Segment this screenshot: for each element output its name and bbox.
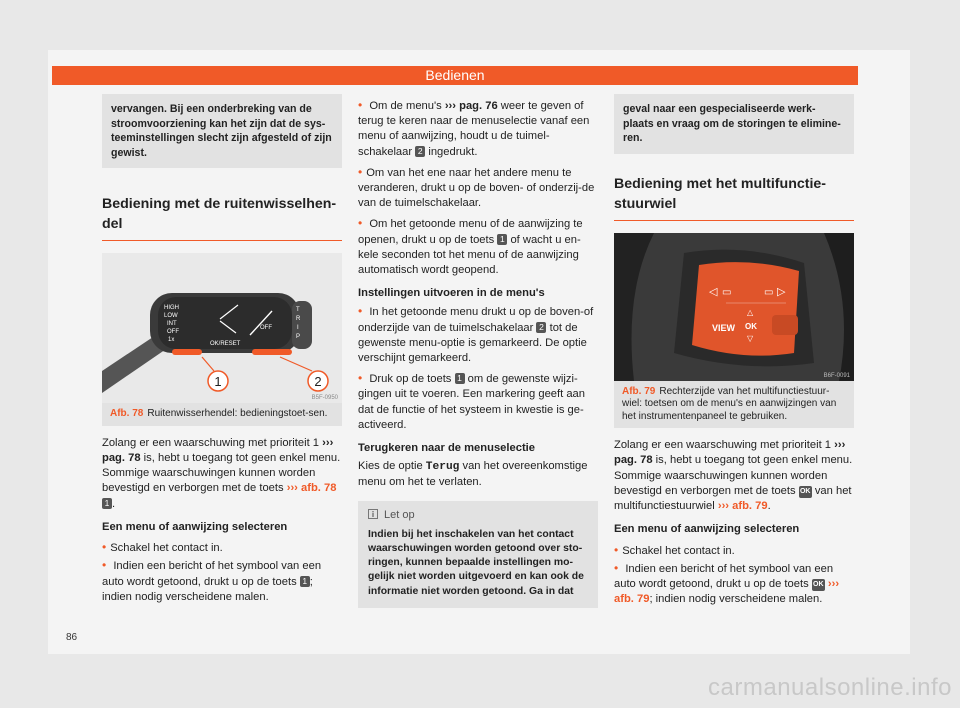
- wheel-ok-text: OK: [745, 321, 757, 331]
- figure-callout-1: 1: [214, 374, 222, 390]
- lever-text-high: HIGH: [164, 305, 179, 312]
- column-2: [358, 94, 598, 608]
- subhead-select-menu: Een menu of aanwijzing selecteren: [614, 523, 800, 536]
- wheel-view-text: VIEW: [712, 322, 736, 333]
- page-header: Bedienen: [52, 66, 858, 85]
- wheel-prev-icon: ◁: [709, 285, 718, 298]
- ok-key-icon: OK: [812, 579, 825, 591]
- steering-wheel-illustration: [614, 233, 854, 381]
- lever-text-int: INT: [167, 321, 177, 328]
- bullet-press-key: • Indien een bericht of het symbool van een auto wordt getoond, drukt u op de toets 1 ; indien nodig verscheidene malen.: [102, 558, 342, 605]
- key-number-badge: 1: [455, 373, 465, 384]
- key-number-badge: 1: [300, 576, 310, 587]
- figure-code: B6F-0091: [823, 372, 850, 379]
- figure-code: B5F-0950: [311, 395, 338, 402]
- lever-text-1x: 1x: [168, 337, 175, 344]
- lever-side-p: P: [296, 334, 301, 341]
- bullet-change-menu: • Om van het ene naar het andere menu te veranderen, drukt u op de boven- of onderzij-de van de tuimelschakelaar.: [358, 165, 598, 212]
- figure-label: Afb. 79: [622, 385, 656, 397]
- bullet-select-option: • In het getoonde menu drukt u op de boven-of onderzijde van de tuimelschakelaar 2 tot de gewenste menu-optie is gemarkeerd. De optie verschijnt gemarkeerd.: [358, 304, 598, 366]
- figure-label: Afb. 78: [110, 408, 144, 420]
- note-box: [358, 501, 598, 608]
- lever-side-i: I: [297, 325, 299, 332]
- watermark: carmanualsonline.info: [708, 674, 952, 701]
- figure-ref-link[interactable]: ››› afb. 78: [286, 482, 337, 495]
- paragraph-terug: Kies de optie Terug van het overeenkomstige menu om het te verlaten.: [358, 460, 588, 489]
- continued-warning-box: vervangen. Bij een onderbreking van de stroomvoorziening kan het zijn dat de sys-teeminstellingen slecht zijn afgesteld of zijn gewist.: [102, 94, 342, 168]
- page-ref-link[interactable]: ››› pag. 76: [444, 100, 498, 112]
- info-icon: [368, 509, 378, 519]
- figure-callout-2: 2: [314, 374, 322, 390]
- figure-ref-link[interactable]: ››› afb. 79: [614, 577, 840, 606]
- lever-side-t: T: [296, 307, 300, 314]
- lever-side-r: R: [296, 316, 301, 323]
- menu-option-terug: Terug: [425, 461, 460, 474]
- figure-steering-wheel: [614, 233, 854, 381]
- wiper-lever-illustration: [102, 253, 342, 403]
- lever-text-off: OFF: [167, 329, 179, 336]
- column-1: [102, 94, 342, 605]
- bullet-open-menus: • Om de menu's ››› pag. 76 weer te geven of terug te keren naar de menuselectie vanaf een menu of aanwijzing, houdt u de tuimel-schakelaar 2 ingedrukt.: [358, 98, 598, 160]
- bullet-ignition: • Schakel het contact in.: [614, 543, 854, 559]
- note-header: [368, 508, 588, 523]
- section-title-wiper-lever: Bediening met de ruitenwisselhen-del: [102, 184, 342, 241]
- continued-note-box: geval naar een gespecialiseerde werk-plaats en vraag om de storingen te elimine-ren.: [614, 94, 854, 154]
- figure-caption-text: Rechterzijde van het multifunctiestuur-wiel: toetsen om de menu's en aanwijzingen van het instrumentenpaneel te gebruiken.: [622, 385, 837, 422]
- figure-ref-link[interactable]: ››› afb. 79: [717, 500, 768, 513]
- subhead-return-menu: Terugkeren naar de menuselectie: [358, 442, 535, 455]
- note-text: Indien bij het inschakelen van het contact waarschuwingen worden getoond over sto-ringen, kunnen bepaalde instellingen mo-gelijk niet worden uitgevoerd en kan ook de informatie niet worden getoond. Ga in dat: [368, 528, 584, 597]
- page-ref-link[interactable]: ››› pag. 78: [102, 436, 334, 465]
- key-number-badge: 2: [536, 322, 546, 333]
- figure-wiper-lever: [102, 253, 342, 403]
- bullet-open-shown-menu: • Om het getoonde menu of de aanwijzing te openen, drukt u op de toets 1 of wacht u en-kele seconden tot het menu of de aanwijzing automatisch wordt geopend.: [358, 216, 598, 278]
- section-title-steering-wheel: Bediening met het multifunctie-stuurwiel: [614, 164, 854, 221]
- lever-text-reset: OK/RESET: [210, 341, 241, 348]
- wheel-up-icon: △: [747, 307, 754, 317]
- bullet-confirm-option: • Druk op de toets 1 om de gewenste wijzi-gingen uit te voeren. Een markering geeft aan dat de functie of het systeem in kwestie is ge-activeerd.: [358, 371, 598, 433]
- page-number: 86: [66, 632, 78, 643]
- column-3: [614, 94, 854, 607]
- wheel-roller-icon: [772, 315, 798, 335]
- lever-text-low: LOW: [164, 313, 178, 320]
- paragraph-priority-warning: Zolang er een waarschuwing met prioriteit 1 ››› pag. 78 is, hebt u toegang tot geen enkel menu. Sommige waarschuwingen kunnen worden bevestigd en verborgen met de toets OK van het multifunctiestuurwiel ››› afb. 79.: [614, 439, 853, 513]
- wheel-screen2-icon: ▭: [764, 286, 774, 298]
- paragraph-priority-warning: Zolang er een waarschuwing met prioriteit 1 ››› pag. 78 is, hebt u toegang tot geen enkel menu. Sommige waarschuwingen kunnen worden bevestigd en verborgen met de toets ››› afb. 78 1 .: [102, 436, 341, 510]
- key-number-badge: 2: [415, 146, 425, 157]
- lever-text-rear-off: OFF: [260, 325, 272, 332]
- subhead-menu-settings: Instellingen uitvoeren in de menu's: [358, 287, 545, 300]
- figure-caption-78: [102, 403, 342, 426]
- bullet-ignition: • Schakel het contact in.: [102, 540, 342, 556]
- key-number-badge: 1: [497, 234, 507, 245]
- wheel-down-icon: ▽: [747, 333, 754, 343]
- figure-caption-text: Ruitenwisserhendel: bedieningstoet-sen.: [147, 408, 328, 420]
- figure-caption-79: [614, 381, 854, 429]
- wheel-next-icon: ▷: [777, 285, 786, 298]
- bullet-press-ok: • Indien een bericht of het symbool van een auto wordt getoond, drukt u op de toets OK ››› afb. 79; indien nodig verscheidene malen.: [614, 561, 854, 608]
- key-number-badge: 1: [102, 498, 112, 509]
- ok-key-icon: OK: [799, 486, 812, 498]
- note-title: Let op: [384, 508, 415, 521]
- page-ref-link[interactable]: ››› pag. 78: [614, 439, 846, 467]
- wheel-screen-icon: ▭: [722, 286, 732, 298]
- subhead-select-menu: Een menu of aanwijzing selecteren: [102, 520, 288, 533]
